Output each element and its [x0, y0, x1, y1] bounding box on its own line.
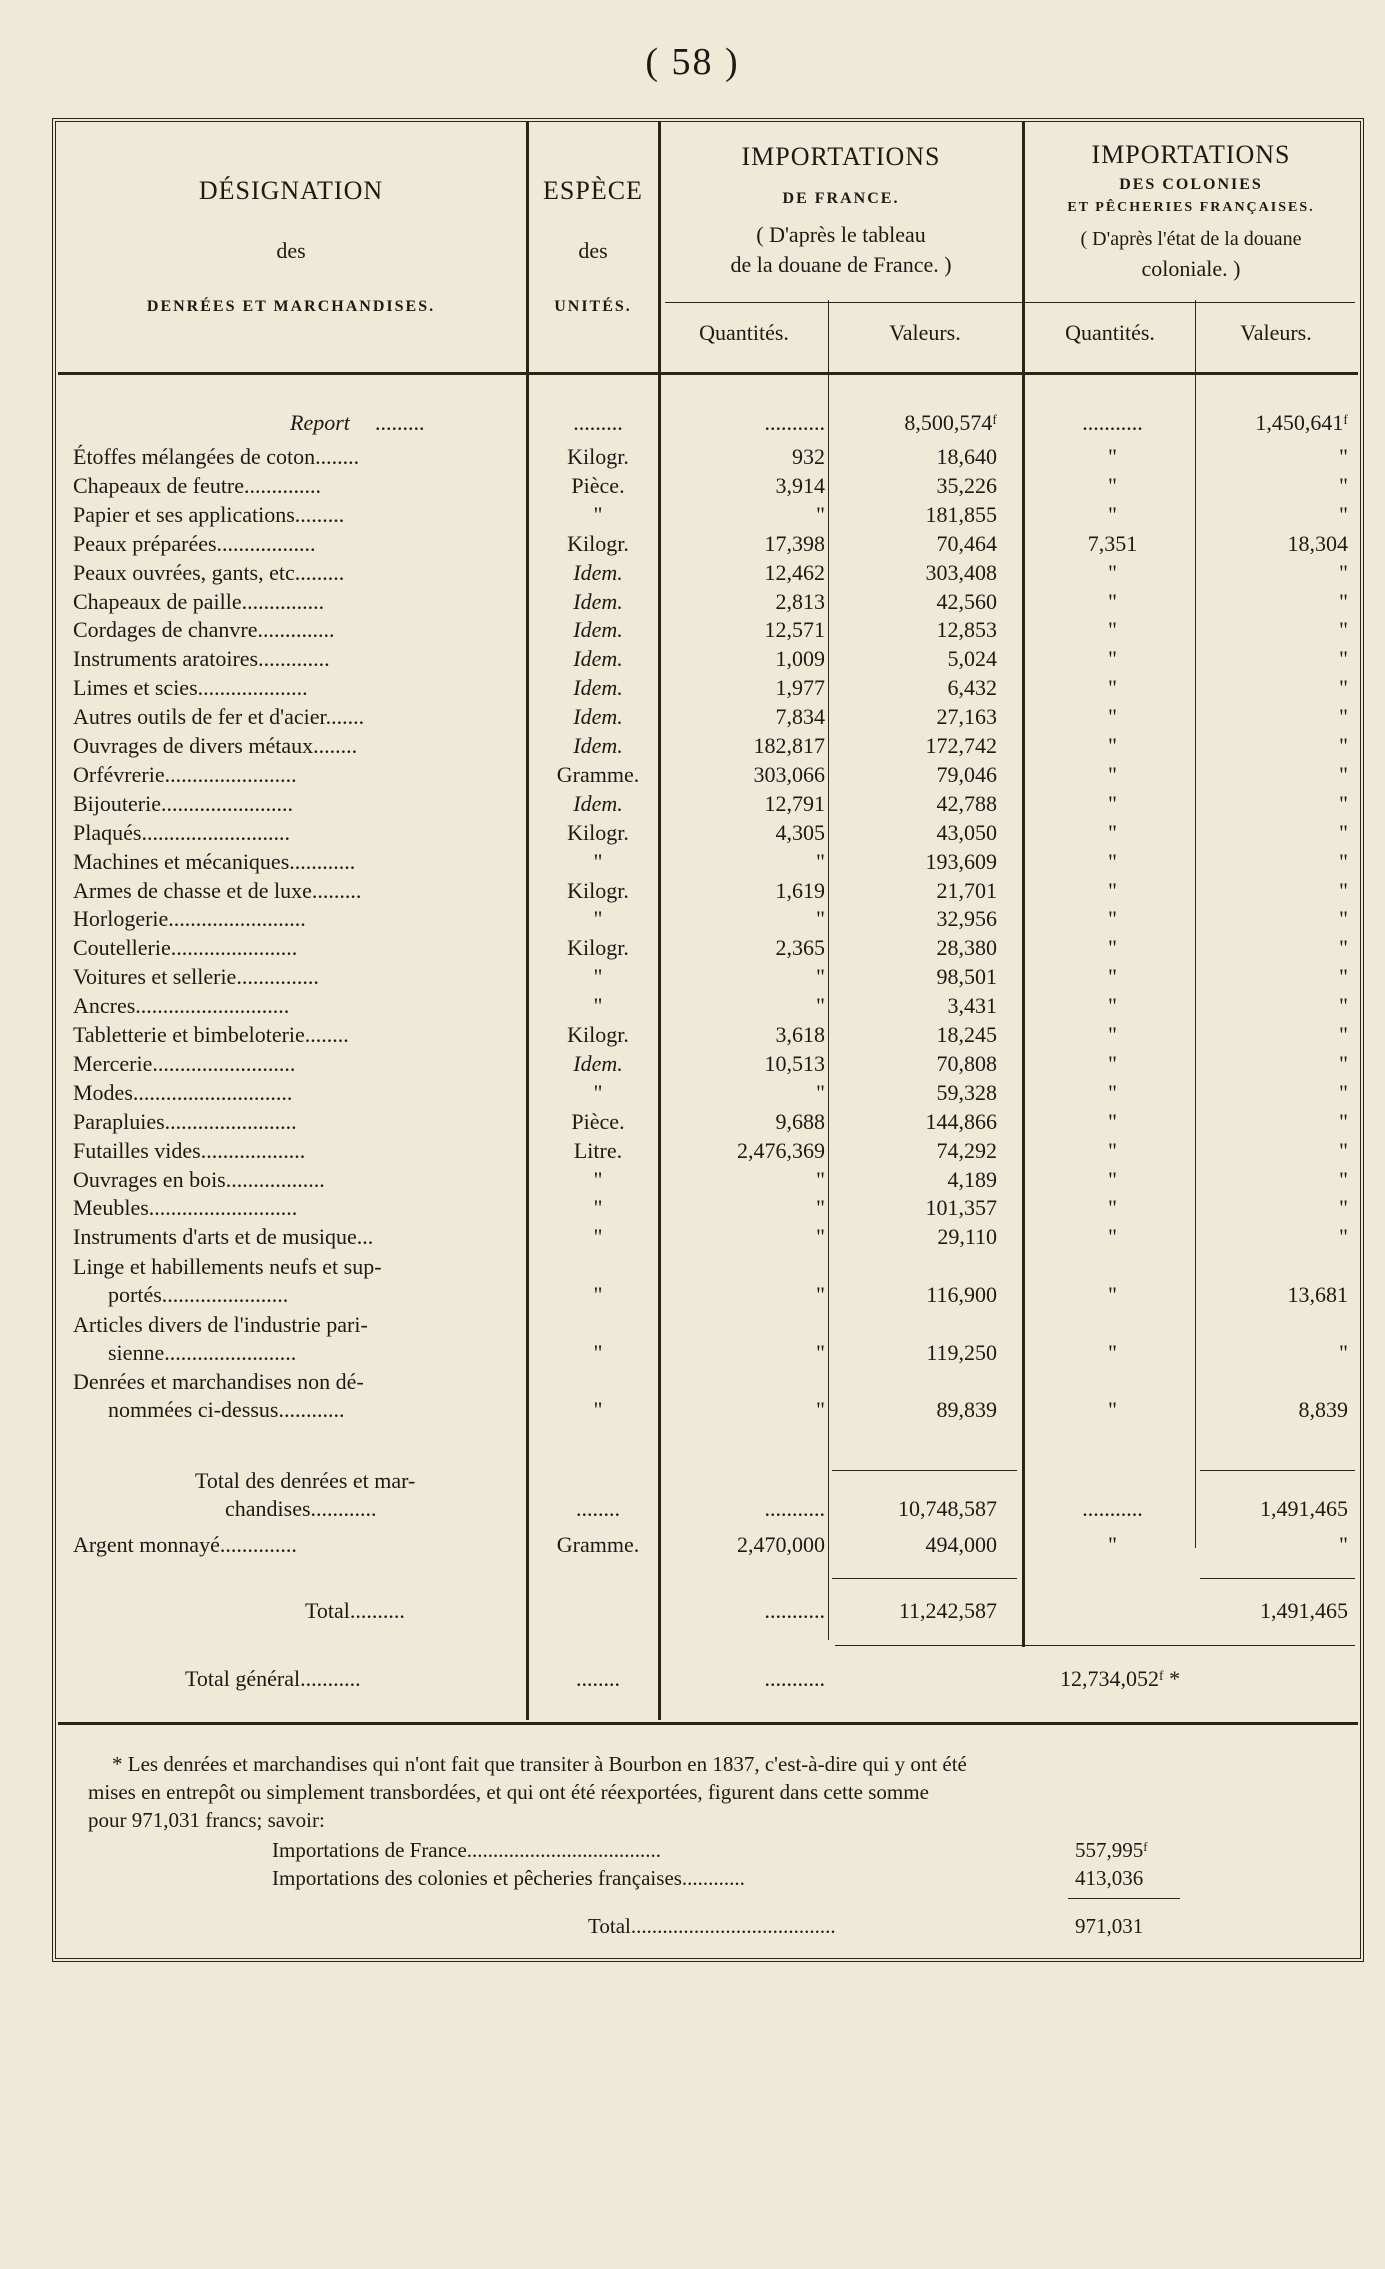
argent-value-colonies: ": [1339, 1532, 1348, 1557]
quantity-france-cell: ": [816, 993, 825, 1019]
quantity-colonies-cell: ": [1108, 733, 1117, 758]
quantity-colonies-cell: ": [1108, 1022, 1117, 1047]
table-row: [0, 1138, 1385, 1167]
item-label: Chapeaux de feutre..............: [73, 472, 322, 498]
unit-cell: Pièce.: [571, 1108, 625, 1134]
value-colonies-cell: ": [1339, 444, 1348, 469]
value-france-cell: 74,292: [936, 1137, 997, 1163]
table-row-line1: [0, 1369, 1385, 1398]
quantity-colonies-cell: ": [1108, 877, 1117, 903]
value-colonies-cell: ": [1339, 472, 1348, 498]
value-france-cell: 101,357: [925, 1195, 997, 1221]
unit-cell: ": [593, 1282, 603, 1307]
value-france-cell: 193,609: [925, 848, 997, 874]
quantity-colonies-cell: ": [1108, 704, 1117, 730]
value-france-cell: 21,701: [936, 877, 997, 903]
total-general-qty: ...........: [764, 1666, 825, 1691]
report-dots: .........: [375, 410, 425, 435]
value-colonies-cell: ": [1339, 501, 1348, 527]
quantity-colonies-cell: ": [1108, 993, 1117, 1019]
value-france-cell: 35,226: [936, 472, 997, 498]
espece-sub: UNITÉS.: [554, 298, 632, 315]
quantity-colonies-cell: ": [1108, 675, 1117, 701]
footnote-line3: pour 971,031 francs; savoir:: [88, 1808, 325, 1832]
quantity-colonies-cell: ": [1108, 472, 1117, 498]
quantity-france-cell: 3,914: [775, 472, 825, 498]
quantity-france-cell: 1,619: [775, 877, 825, 903]
footnote-item-label: Importations de France.....................................: [272, 1838, 662, 1862]
value-france-cell: 42,788: [936, 790, 997, 816]
item-label: Meubles...........................: [73, 1195, 298, 1221]
total-denrees-label1: Total des denrées et mar-: [195, 1468, 416, 1493]
total-row: [0, 1598, 1385, 1627]
item-label: Autres outils de fer et d'acier.......: [73, 704, 365, 730]
item-label: Ouvrages en bois..................: [73, 1166, 325, 1192]
report-label: Report: [290, 410, 350, 435]
item-label: Mercerie..........................: [73, 1050, 296, 1076]
quantity-france-cell: 2,365: [775, 935, 825, 961]
imp-colonies-note2: coloniale. ): [1141, 256, 1241, 281]
unit-cell: Idem.: [573, 588, 623, 614]
value-colonies-cell: ": [1339, 819, 1348, 845]
unit-cell: ": [593, 1340, 603, 1365]
argent-qty-colonies: ": [1108, 1532, 1117, 1557]
value-france-cell: 42,560: [936, 588, 997, 614]
quantity-colonies-cell: ": [1108, 906, 1117, 932]
item-label: Orfévrerie........................: [73, 761, 297, 787]
value-france-cell: 119,250: [926, 1340, 997, 1365]
quantity-france-cell: 12,462: [764, 559, 825, 585]
quantites-colonies-header: Quantités.: [1065, 320, 1155, 345]
imp-colonies-sub1: DES COLONIES: [1119, 176, 1263, 193]
imp-france-note1: ( D'après le tableau: [756, 222, 926, 247]
quantity-france-cell: ": [816, 1340, 825, 1365]
value-france-cell: 43,050: [936, 819, 997, 845]
argent-label: Argent monnayé..............: [73, 1532, 297, 1557]
table-row: [0, 1080, 1385, 1109]
item-label: Peaux préparées..................: [73, 530, 316, 556]
value-colonies-cell: ": [1339, 761, 1348, 787]
item-label: Ouvrages de divers métaux........: [73, 733, 358, 758]
unit-cell: Kilogr.: [567, 530, 629, 556]
header-rule: [58, 372, 1358, 375]
quantity-france-cell: 9,688: [775, 1108, 825, 1134]
quantity-france-cell: 2,476,369: [737, 1137, 825, 1163]
imp-france-note2: de la douane de France. ): [730, 252, 952, 277]
item-label: Ancres............................: [73, 993, 290, 1019]
total-general-unit: ........: [576, 1666, 620, 1691]
item-label: Chapeaux de paille...............: [73, 588, 325, 614]
value-france-cell: 29,110: [937, 1224, 997, 1250]
table-row-line1: [0, 1254, 1385, 1283]
value-colonies-cell: ": [1339, 1224, 1348, 1250]
unit-cell: ": [593, 501, 603, 527]
value-colonies-cell: ": [1339, 790, 1348, 816]
item-label: Horlogerie.........................: [73, 906, 306, 932]
quantity-colonies-cell: ": [1108, 1108, 1117, 1134]
item-label: Bijouterie........................: [73, 790, 293, 816]
table-row: [0, 646, 1385, 675]
quantity-france-cell: ": [816, 1282, 825, 1307]
item-label-line2: sienne........................: [108, 1340, 297, 1365]
table-row: [0, 791, 1385, 820]
table-row: [0, 560, 1385, 589]
quantity-france-cell: ": [816, 1224, 825, 1250]
argent-unit: Gramme.: [556, 1532, 640, 1557]
unit-cell: ": [593, 906, 603, 932]
table-row: [0, 906, 1385, 935]
quantity-colonies-cell: ": [1108, 1224, 1117, 1250]
total-value-colonies: 1,491,465: [1260, 1598, 1348, 1623]
quantity-france-cell: 1,009: [775, 646, 825, 672]
item-label: Étoffes mélangées de coton........: [73, 444, 360, 469]
argent-qty: 2,470,000: [737, 1532, 825, 1557]
value-france-cell: 70,464: [936, 530, 997, 556]
quantity-france-cell: 12,791: [764, 790, 825, 816]
designation-des: des: [276, 238, 306, 263]
quantity-colonies-cell: ": [1108, 790, 1117, 816]
page-number: ( 58 ): [645, 41, 740, 83]
item-label: Plaqués...........................: [73, 819, 290, 845]
unit-cell: ": [593, 964, 603, 990]
unit-cell: Idem.: [573, 704, 623, 730]
table-row: [0, 1282, 1385, 1311]
table-row: [0, 589, 1385, 618]
table-row: [0, 935, 1385, 964]
quantites-france-header: Quantités.: [699, 320, 789, 345]
value-france-cell: 144,866: [925, 1108, 997, 1134]
total-denrees-unit: ........: [576, 1496, 620, 1521]
quantity-colonies-cell: ": [1108, 646, 1117, 672]
report-unit-dots: .........: [573, 410, 623, 435]
value-france-cell: 12,853: [936, 617, 997, 643]
quantity-france-cell: ": [816, 1195, 825, 1221]
total-general-rule: [835, 1645, 1355, 1646]
unit-cell: Kilogr.: [567, 1022, 629, 1047]
value-france-cell: 79,046: [936, 761, 997, 787]
value-colonies-cell: ": [1339, 906, 1348, 932]
quantity-colonies-cell: ": [1108, 935, 1117, 961]
item-label: Machines et mécaniques............: [73, 848, 356, 874]
total-rule: [1200, 1578, 1355, 1579]
table-row: [0, 531, 1385, 560]
argent-value-france: 494,000: [925, 1532, 997, 1557]
quantity-colonies-cell: ": [1108, 1050, 1117, 1076]
table-row: [0, 1167, 1385, 1196]
value-france-cell: 6,432: [947, 675, 997, 701]
quantity-france-cell: ": [816, 1079, 825, 1105]
argent-row: [0, 1532, 1385, 1561]
subheader-rule: [665, 302, 1355, 303]
unit-cell: ": [593, 1397, 603, 1422]
unit-cell: ": [593, 848, 603, 874]
quantity-france-cell: 10,513: [764, 1050, 825, 1076]
total-denrees-qty-colonies: ...........: [1082, 1496, 1143, 1521]
unit-cell: Idem.: [573, 1050, 623, 1076]
unit-cell: Idem.: [573, 675, 623, 701]
quantity-france-cell: ": [816, 906, 825, 932]
table-row: [0, 473, 1385, 502]
table-row: [0, 964, 1385, 993]
value-colonies-cell: ": [1339, 646, 1348, 672]
unit-cell: Idem.: [573, 646, 623, 672]
table-row: [0, 1397, 1385, 1426]
value-colonies-cell: ": [1339, 1079, 1348, 1105]
value-france-cell: 181,855: [925, 501, 997, 527]
espece-des: des: [578, 238, 608, 263]
value-france-cell: 28,380: [936, 935, 997, 961]
unit-cell: ": [593, 1195, 603, 1221]
footnote-item-label: Importations des colonies et pêcheries françaises............: [272, 1866, 745, 1890]
item-label: Limes et scies....................: [73, 675, 308, 701]
item-label: Peaux ouvrées, gants, etc.........: [73, 559, 345, 585]
unit-cell: Gramme.: [556, 761, 640, 787]
unit-cell: Litre.: [573, 1137, 623, 1163]
table-row: [0, 502, 1385, 531]
value-colonies-cell: ": [1339, 935, 1348, 961]
total-general-value: 12,734,052ᶠ *: [1060, 1666, 1181, 1691]
value-colonies-cell: ": [1339, 733, 1348, 758]
value-france-cell: 18,245: [936, 1022, 997, 1047]
unit-cell: Kilogr.: [567, 877, 629, 903]
item-label: Instruments aratoires.............: [73, 646, 330, 672]
quantity-colonies-cell: ": [1108, 848, 1117, 874]
quantity-colonies-cell: ": [1108, 617, 1117, 643]
item-label: Cordages de chanvre..............: [73, 617, 335, 643]
report-value-colonies: 1,450,641ᶠ: [1255, 410, 1348, 435]
item-label: Papier et ses applications.........: [73, 501, 345, 527]
item-label-line2: nommées ci-dessus............: [108, 1397, 345, 1422]
imp-france-heading: IMPORTATIONS: [741, 142, 941, 171]
table-row: [0, 1195, 1385, 1224]
quantity-colonies-cell: ": [1108, 1340, 1117, 1365]
imp-france-sub: DE FRANCE.: [782, 190, 900, 207]
value-france-cell: 4,189: [947, 1166, 997, 1192]
table-row: [0, 1109, 1385, 1138]
quantity-colonies-cell: ": [1108, 1397, 1117, 1422]
value-france-cell: 70,808: [936, 1050, 997, 1076]
value-france-cell: 18,640: [936, 444, 997, 469]
total-value-france: 11,242,587: [898, 1598, 997, 1623]
value-colonies-cell: ": [1339, 1166, 1348, 1192]
valeurs-colonies-header: Valeurs.: [1240, 320, 1312, 345]
value-colonies-cell: ": [1339, 675, 1348, 701]
quantity-colonies-cell: ": [1108, 588, 1117, 614]
value-france-cell: 32,956: [936, 906, 997, 932]
value-colonies-cell: 8,839: [1298, 1397, 1348, 1422]
value-colonies-cell: ": [1339, 993, 1348, 1019]
report-qty-dots: ...........: [764, 410, 825, 435]
total-rule: [832, 1578, 1017, 1579]
quantity-france-cell: 182,817: [753, 733, 825, 758]
value-france-cell: 89,839: [936, 1397, 997, 1422]
unit-cell: Kilogr.: [567, 444, 629, 469]
quantity-colonies-cell: ": [1108, 559, 1117, 585]
quantity-colonies-cell: ": [1108, 444, 1117, 469]
value-france-cell: 98,501: [936, 964, 997, 990]
quantity-france-cell: 2,813: [775, 588, 825, 614]
total-label: Total..........: [305, 1598, 405, 1623]
value-colonies-cell: 18,304: [1287, 530, 1348, 556]
footnote-rule: [58, 1722, 1358, 1725]
imp-colonies-note1: ( D'après l'état de la douane: [1080, 228, 1302, 250]
unit-cell: Kilogr.: [567, 819, 629, 845]
item-label-line1: Denrées et marchandises non dé-: [73, 1369, 364, 1394]
total-denrees-row-line1: [0, 1468, 1385, 1497]
quantity-france-cell: 17,398: [764, 530, 825, 556]
item-label: Tabletterie et bimbeloterie........: [73, 1022, 349, 1047]
espece-heading: ESPÈCE: [543, 176, 643, 205]
value-colonies-cell: ": [1339, 1022, 1348, 1047]
quantity-colonies-cell: 7,351: [1087, 530, 1138, 556]
value-colonies-cell: ": [1339, 1050, 1348, 1076]
value-france-cell: 5,024: [947, 646, 997, 672]
table-row: [0, 762, 1385, 791]
item-label: Coutellerie.......................: [73, 935, 298, 961]
value-france-cell: 172,742: [925, 733, 997, 758]
total-denrees-row: [0, 1496, 1385, 1525]
quantity-colonies-cell: ": [1108, 501, 1117, 527]
quantity-colonies-cell: ": [1108, 1195, 1117, 1221]
value-france-cell: 116,900: [926, 1282, 997, 1307]
table-row: [0, 617, 1385, 646]
quantity-france-cell: 1,977: [775, 675, 825, 701]
table-row: [0, 1051, 1385, 1080]
item-label: Futailles vides...................: [73, 1137, 306, 1163]
unit-cell: Pièce.: [571, 472, 625, 498]
footnote-total-label: Total.......................................: [588, 1914, 836, 1938]
quantity-france-cell: 303,066: [753, 761, 825, 787]
unit-cell: Idem.: [573, 790, 623, 816]
value-colonies-cell: ": [1339, 588, 1348, 614]
value-france-cell: 27,163: [936, 704, 997, 730]
table-row: [0, 733, 1385, 762]
value-colonies-cell: ": [1339, 848, 1348, 874]
unit-cell: Idem.: [573, 733, 623, 758]
footnote-line1: * Les denrées et marchandises qui n'ont fait que transiter à Bourbon en 1837, c'est-à-dire qui y ont été: [112, 1752, 967, 1776]
table-row: [0, 993, 1385, 1022]
unit-cell: Kilogr.: [567, 935, 629, 961]
item-label-line1: Articles divers de l'industrie pari-: [73, 1312, 368, 1337]
total-denrees-value-france: 10,748,587: [898, 1496, 997, 1521]
table-row-line1: [0, 1312, 1385, 1341]
value-colonies-cell: ": [1339, 1108, 1348, 1134]
unit-cell: ": [593, 1079, 603, 1105]
value-colonies-cell: ": [1339, 964, 1348, 990]
total-general-label: Total général...........: [185, 1666, 361, 1691]
quantity-france-cell: ": [816, 501, 825, 527]
footnote-item-value: 557,995ᶠ: [1075, 1838, 1148, 1862]
quantity-france-cell: 12,571: [764, 617, 825, 643]
report-row: [0, 410, 1385, 439]
value-colonies-cell: ": [1339, 559, 1348, 585]
designation-heading: DÉSIGNATION: [198, 176, 384, 205]
quantity-colonies-cell: ": [1108, 1137, 1117, 1163]
table-row: [0, 704, 1385, 733]
footnote-total-rule: [1068, 1898, 1180, 1899]
item-label: Voitures et sellerie...............: [73, 964, 319, 990]
item-label: Armes de chasse et de luxe.........: [73, 877, 362, 903]
quantity-france-cell: ": [816, 1397, 825, 1422]
table-row: [0, 1224, 1385, 1253]
unit-cell: ": [593, 1166, 603, 1192]
value-colonies-cell: 13,681: [1287, 1282, 1348, 1307]
quantity-france-cell: 932: [792, 444, 825, 469]
table-row: [0, 820, 1385, 849]
table-row: [0, 849, 1385, 878]
value-colonies-cell: ": [1339, 617, 1348, 643]
total-general-row: [0, 1666, 1385, 1695]
total-qty: ...........: [764, 1598, 825, 1623]
designation-sub: DENRÉES ET MARCHANDISES.: [146, 298, 436, 315]
table-row: [0, 1022, 1385, 1051]
item-label: Parapluies........................: [73, 1108, 297, 1134]
quantity-colonies-cell: ": [1108, 964, 1117, 990]
value-france-cell: 59,328: [936, 1079, 997, 1105]
quantity-colonies-cell: ": [1108, 1166, 1117, 1192]
item-label-line2: portés.......................: [108, 1282, 289, 1307]
footnote-line2: mises en entrepôt ou simplement transbordées, et qui ont été réexportées, figurent dans cette somme: [88, 1780, 929, 1804]
quantity-colonies-cell: ": [1108, 819, 1117, 845]
total-denrees-value-colonies: 1,491,465: [1260, 1496, 1348, 1521]
item-label-line1: Linge et habillements neufs et sup-: [73, 1254, 382, 1279]
value-france-cell: 3,431: [947, 993, 997, 1019]
value-france-cell: 303,408: [925, 559, 997, 585]
item-label: Instruments d'arts et de musique...: [73, 1224, 374, 1250]
quantity-colonies-cell: ": [1108, 1282, 1117, 1307]
quantity-france-cell: ": [816, 964, 825, 990]
footnote-total-value: 971,031: [1075, 1914, 1144, 1938]
total-denrees-qty: ...........: [764, 1496, 825, 1521]
value-colonies-cell: ": [1339, 1137, 1348, 1163]
item-label: Modes.............................: [73, 1079, 293, 1105]
quantity-france-cell: 4,305: [775, 819, 825, 845]
unit-cell: Idem.: [573, 559, 623, 585]
quantity-colonies-cell: ": [1108, 761, 1117, 787]
valeurs-france-header: Valeurs.: [889, 320, 961, 345]
report-qty-colonies: ...........: [1082, 410, 1143, 435]
table-row: [0, 1340, 1385, 1369]
footnote-item-value: 413,036: [1075, 1866, 1144, 1890]
value-colonies-cell: ": [1339, 704, 1348, 730]
imp-colonies-sub2: ET PÊCHERIES FRANÇAISES.: [1067, 200, 1315, 215]
quantity-colonies-cell: ": [1108, 1079, 1117, 1105]
imp-colonies-heading: IMPORTATIONS: [1091, 140, 1291, 169]
quantity-france-cell: 3,618: [775, 1022, 825, 1047]
unit-cell: ": [593, 993, 603, 1019]
quantity-france-cell: 7,834: [775, 704, 825, 730]
unit-cell: ": [593, 1224, 603, 1250]
value-colonies-cell: ": [1339, 1195, 1348, 1221]
value-colonies-cell: ": [1339, 877, 1348, 903]
quantity-france-cell: ": [816, 848, 825, 874]
table-row: [0, 878, 1385, 907]
report-value-france: 8,500,574ᶠ: [904, 410, 997, 435]
quantity-france-cell: ": [816, 1166, 825, 1192]
unit-cell: Idem.: [573, 617, 623, 643]
table-row: [0, 675, 1385, 704]
total-denrees-label2: chandises............: [225, 1496, 377, 1521]
table-row: [0, 444, 1385, 473]
value-colonies-cell: ": [1339, 1340, 1348, 1365]
